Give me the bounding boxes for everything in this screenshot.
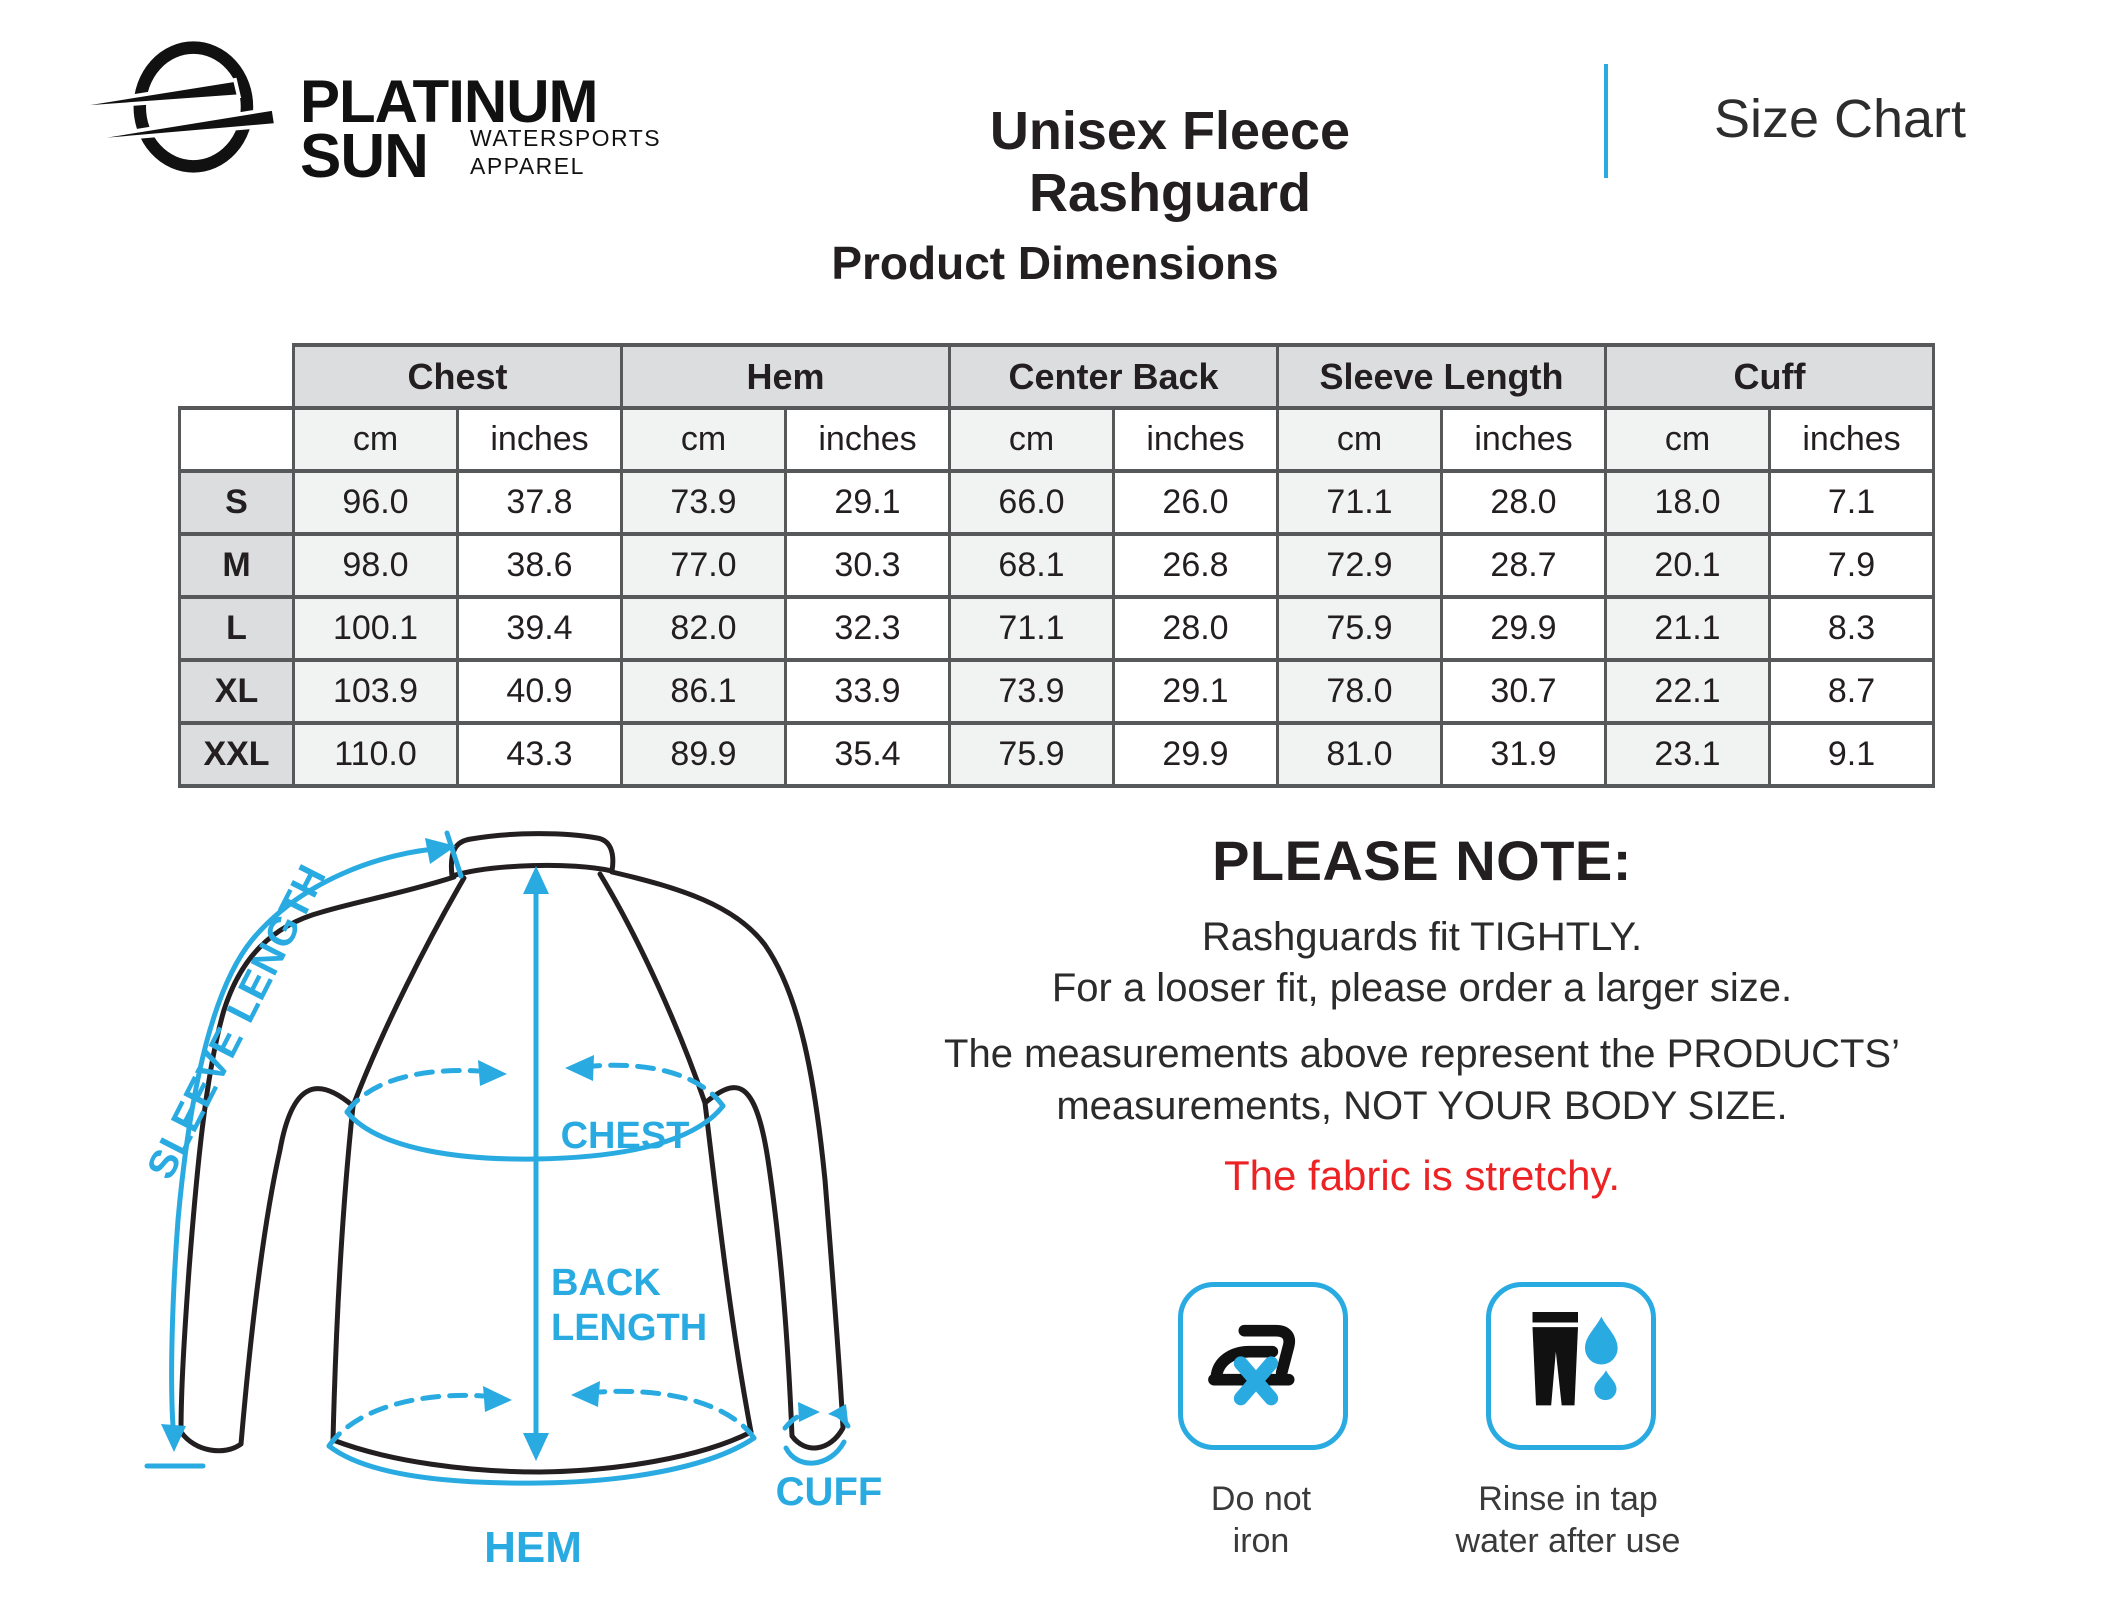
platinum-sun-logo-icon [88,40,293,174]
table-cell: 68.1 [950,534,1114,597]
size-label: XL [180,660,294,723]
table-cell: 22.1 [1606,660,1770,723]
column-group-header: Center Back [950,345,1278,408]
table-cell: 98.0 [294,534,458,597]
note-line-1: Rashguards fit TIGHTLY. [1201,915,1643,959]
product-title: Unisex Fleece Rashguard [989,101,1351,223]
note-line-2: For a looser fit, please order a larger size. [1051,966,1793,1010]
note-heading: PLEASE NOTE: [1212,829,1632,892]
table-cell: 21.1 [1606,597,1770,660]
brand-name-platinum: PLATINUM [300,68,598,135]
unit-header-cm: cm [294,408,458,471]
size-label: L [180,597,294,660]
cuff-label: CUFF [775,1470,883,1514]
table-row [180,660,1934,723]
table-cell: 31.9 [1442,723,1606,786]
table-spacer [180,345,294,408]
table-cell: 73.9 [950,660,1114,723]
table-cell: 81.0 [1278,723,1442,786]
table-cell: 20.1 [1606,534,1770,597]
dimensions-table [178,343,1935,788]
unit-header-cm: cm [622,408,786,471]
note-paragraph-2 [902,1028,1942,1132]
table-cell: 71.1 [950,597,1114,660]
unit-header-inches: inches [1114,408,1278,471]
table-cell: 28.0 [1442,471,1606,534]
table-row [180,723,1934,786]
table-cell: 39.4 [458,597,622,660]
table-cell: 26.8 [1114,534,1278,597]
section-title: Product Dimensions [831,237,1279,289]
table-cell: 35.4 [786,723,950,786]
column-group-header: Cuff [1606,345,1934,408]
unit-header-row [180,408,1934,471]
table-cell: 7.9 [1770,534,1934,597]
chest-label: CHEST [560,1115,690,1157]
garment-measurement-diagram [80,808,910,1600]
table-cell: 23.1 [1606,723,1770,786]
column-group-header: Chest [294,345,622,408]
table-cell: 110.0 [294,723,458,786]
table-row [180,534,1934,597]
table-cell: 40.9 [458,660,622,723]
table-cell: 89.9 [622,723,786,786]
rinse-box [1486,1282,1656,1450]
unit-header-inches: inches [786,408,950,471]
table-cell: 28.7 [1442,534,1606,597]
brand-name-sun: SUN [300,122,428,191]
table-cell: 100.1 [294,597,458,660]
care-label-line: Do not [1210,1480,1312,1518]
size-label: M [180,534,294,597]
table-cell: 71.1 [1278,471,1442,534]
back-length-label-line2: LENGTH [551,1307,708,1349]
note-paragraph-1 [902,912,1942,1014]
size-label: XXL [180,723,294,786]
table-cell: 30.3 [786,534,950,597]
table-cell: 75.9 [950,723,1114,786]
table-head [180,345,1934,471]
column-group-header: Sleeve Length [1278,345,1606,408]
table-cell: 7.1 [1770,471,1934,534]
size-label: S [180,471,294,534]
table-cell: 66.0 [950,471,1114,534]
rinse-label [1408,1478,1728,1562]
do-not-iron-box [1178,1282,1348,1450]
do-not-iron-label [1138,1478,1384,1562]
rinse-in-tap-water-icon [1512,1305,1630,1417]
table-cell: 37.8 [458,471,622,534]
table-row [180,471,1934,534]
table-body [180,471,1934,786]
brand-tagline-apparel: APPAREL [470,153,585,179]
table-cell: 103.9 [294,660,458,723]
page-title: Size Chart [1713,89,1967,149]
unit-header-inches: inches [1442,408,1606,471]
table-cell: 29.1 [786,471,950,534]
unit-header-cm: cm [1606,408,1770,471]
unit-header-cm: cm [950,408,1114,471]
table-cell: 33.9 [786,660,950,723]
table-cell: 73.9 [622,471,786,534]
header-divider [1604,64,1608,178]
table-cell: 32.3 [786,597,950,660]
unit-header-inches: inches [1770,408,1934,471]
table-cell: 8.3 [1770,597,1934,660]
back-length-measure [523,866,549,1461]
table-cell: 30.7 [1442,660,1606,723]
table-cell: 9.1 [1770,723,1934,786]
table-cell: 28.0 [1114,597,1278,660]
care-label-line: water after use [1455,1522,1681,1560]
note-warning: The fabric is stretchy. [1223,1152,1620,1199]
hem-label: HEM [484,1523,582,1572]
brand-tagline-watersports: WATERSPORTS [470,125,662,151]
note-line-3: The measurements above represent the PRODUCTS’ [944,1032,1900,1076]
table-cell: 82.0 [622,597,786,660]
do-not-iron-icon [1204,1305,1322,1417]
table-cell: 29.1 [1114,660,1278,723]
hem-measure [329,1381,754,1483]
table-cell: 77.0 [622,534,786,597]
table-cell: 86.1 [622,660,786,723]
table-cell: 96.0 [294,471,458,534]
note-line-4: measurements, NOT YOUR BODY SIZE. [1056,1084,1788,1128]
column-group-header: Hem [622,345,950,408]
table-cell: 29.9 [1114,723,1278,786]
table-cell: 75.9 [1278,597,1442,660]
table-cell: 29.9 [1442,597,1606,660]
care-label-line: Rinse in tap [1478,1480,1658,1518]
group-header-row [180,345,1934,408]
back-length-label-line1: BACK [551,1262,661,1304]
table-cell: 43.3 [458,723,622,786]
unit-header-cm: cm [1278,408,1442,471]
unit-blank-cell [180,408,294,471]
table-row [180,597,1934,660]
unit-header-inches: inches [458,408,622,471]
table-cell: 8.7 [1770,660,1934,723]
table-cell: 78.0 [1278,660,1442,723]
table-cell: 38.6 [458,534,622,597]
table-cell: 18.0 [1606,471,1770,534]
sleeve-length-label: SLEEVE LENGTH [138,857,336,1187]
table-cell: 26.0 [1114,471,1278,534]
care-label-line: iron [1232,1522,1290,1560]
table-cell: 72.9 [1278,534,1442,597]
